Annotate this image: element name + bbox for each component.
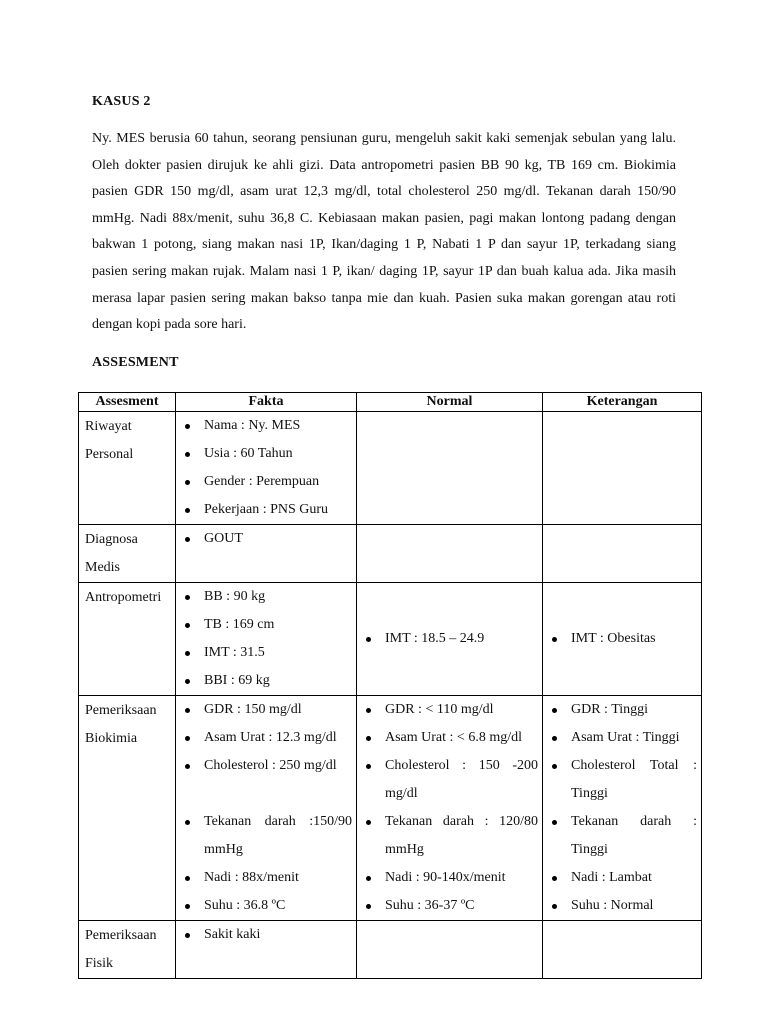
label-line: Biokimia: [85, 731, 138, 746]
table-row-antropometri: [79, 583, 702, 696]
label-line: Pemeriksaan: [85, 928, 157, 943]
list-item: Nadi : Lambat: [543, 864, 701, 892]
table-row-diagnosa-medis: [79, 525, 702, 583]
case-paragraph: Ny. MES berusia 60 tahun, seorang pensiunan guru, mengeluh sakit kaki semenjak sebulan yang lalu. Oleh dokter pasien dirujuk ke ahli gizi. Data antropometri pasien BB 90 kg, TB 169 cm. Biokimia pasien GDR 150 mg/dl, asam urat 12,3 mg/dl, total cholesterol 250 mg/dl. Tekanan darah 150/90 mmHg. Nadi 88x/menit, suhu 36,8 C. Kebiasaan makan pasien, pagi makan lontong padang dengan bakwan 1 potong, siang makan nasi 1P, Ikan/daging 1 P, Nabati 1 P dan sayur 1P, terkadang siang pasien sering makan rujak. Malam nasi 1 P, ikan/ daging 1P, sayur 1P dan buah kalua ada. Jika masih merasa lapar pasien sering makan bakso tanpa mie dan kuah. Pasien suka makan gorengan atau roti dengan kopi pada sore hari.: [92, 131, 676, 333]
normal-cell: [357, 696, 543, 921]
list-item: IMT : Obesitas: [543, 625, 701, 653]
list-item: Cholesterol Total : Tinggi: [543, 752, 701, 808]
list-item: Suhu : 36.8 ºC: [176, 892, 356, 920]
keterangan-cell: [543, 525, 702, 583]
normal-cell: [357, 921, 543, 979]
list-item: Suhu : Normal: [543, 892, 701, 920]
row-label: [79, 412, 176, 525]
list-item: Asam Urat : 12.3 mg/dl: [176, 724, 356, 752]
table-row-riwayat-personal: [79, 412, 702, 525]
label-line: Pemeriksaan: [85, 703, 157, 718]
list-item: Sakit kaki: [176, 921, 356, 949]
list-item: IMT : 18.5 – 24.9: [357, 625, 542, 653]
fakta-cell: [176, 583, 357, 696]
fakta-cell: [176, 525, 357, 583]
list-item: Asam Urat : Tinggi: [543, 724, 701, 752]
list-item: GDR : Tinggi: [543, 696, 701, 724]
list-item: GDR : < 110 mg/dl: [357, 696, 542, 724]
row-label: [79, 921, 176, 979]
list-item: Asam Urat : < 6.8 mg/dl: [357, 724, 542, 752]
fakta-cell: [176, 696, 357, 921]
keterangan-cell: [543, 921, 702, 979]
list-item: Cholesterol : 150 -200 mg/dl: [357, 752, 542, 808]
list-item: Tekanan darah :150/90 mmHg: [176, 808, 356, 864]
fakta-cell: [176, 412, 357, 525]
row-label: [79, 696, 176, 921]
list-item: Tekanan darah : 120/80 mmHg: [357, 808, 542, 864]
list-item: Usia : 60 Tahun: [176, 440, 356, 468]
keterangan-cell: [543, 696, 702, 921]
row-label: [79, 525, 176, 583]
list-item: TB : 169 cm: [176, 611, 356, 639]
list-item: Gender : Perempuan: [176, 468, 356, 496]
table-header-row: [79, 393, 702, 412]
list-item: IMT : 31.5: [176, 639, 356, 667]
assessment-table: [78, 392, 702, 979]
section-title: ASSESMENT: [92, 355, 179, 370]
case-title: KASUS 2: [92, 94, 151, 109]
header-assesment: Assesment: [79, 393, 176, 412]
list-item: Nadi : 90-140x/menit: [357, 864, 542, 892]
keterangan-cell: [543, 412, 702, 525]
label-line: Antropometri: [85, 590, 162, 605]
header-normal: Normal: [357, 393, 543, 412]
table-row-pemeriksaan-fisik: [79, 921, 702, 979]
normal-cell: [357, 583, 543, 696]
list-item: GOUT: [176, 525, 356, 553]
label-line: Fisik: [85, 956, 114, 971]
header-keterangan: Keterangan: [543, 393, 702, 412]
list-item: Tekanan darah : Tinggi: [543, 808, 701, 864]
list-item: Cholesterol : 250 mg/dl: [176, 752, 356, 808]
list-item: Pekerjaan : PNS Guru: [176, 496, 356, 524]
label-line: Medis: [85, 560, 120, 575]
list-item: BBI : 69 kg: [176, 667, 356, 695]
normal-cell: [357, 412, 543, 525]
row-label: [79, 583, 176, 696]
table-row-pemeriksaan-biokimia: [79, 696, 702, 921]
keterangan-cell: [543, 583, 702, 696]
list-item: Suhu : 36-37 ºC: [357, 892, 542, 920]
label-line: Diagnosa: [85, 532, 138, 547]
header-fakta: Fakta: [176, 393, 357, 412]
list-item: BB : 90 kg: [176, 583, 356, 611]
normal-cell: [357, 525, 543, 583]
label-line: Personal: [85, 447, 134, 462]
list-item: Nadi : 88x/menit: [176, 864, 356, 892]
label-line: Riwayat: [85, 419, 132, 434]
list-item: GDR : 150 mg/dl: [176, 696, 356, 724]
list-item: Nama : Ny. MES: [176, 412, 356, 440]
fakta-cell: [176, 921, 357, 979]
